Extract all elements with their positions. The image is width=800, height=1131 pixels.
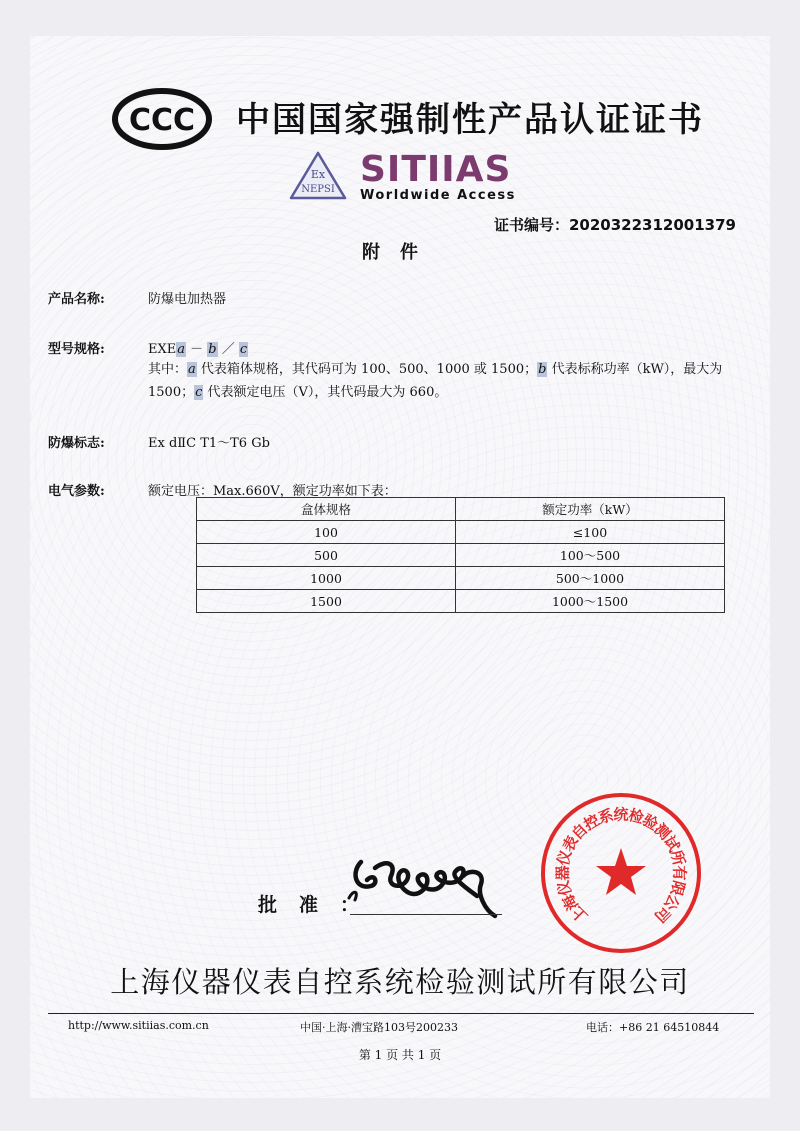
model-sep2: ／ — [217, 342, 239, 357]
seal-char: 仪 — [553, 878, 576, 898]
certificate-title: 中国国家强制性产品认证证书 — [236, 100, 704, 140]
approval-label: 批准： — [258, 894, 382, 916]
desc-part1: 其中： — [148, 362, 188, 377]
seal-char: 自 — [567, 819, 592, 844]
sitiias-logo-name: SITIIAS — [360, 149, 512, 190]
seal-char: 上 — [567, 902, 592, 927]
electrical-params-label: 电气参数: — [48, 484, 105, 499]
model-var-a: a — [177, 342, 185, 357]
model-label: 型号规格: — [48, 342, 105, 357]
desc-part3: 代表标称功率（kW），最大为 1500； — [148, 362, 723, 400]
seal-char: 测 — [650, 819, 675, 844]
table-cell: 500～1000 — [456, 567, 725, 590]
product-name-label: 产品名称: — [48, 292, 105, 307]
official-seal — [538, 790, 704, 956]
table-row — [197, 544, 725, 567]
table-header-cell: 盒体规格 — [197, 498, 456, 521]
seal-char: 有 — [670, 865, 689, 881]
table-row — [197, 567, 725, 590]
model-value — [148, 338, 248, 357]
table-cell: 100 — [197, 521, 456, 544]
desc-var-a: a — [188, 362, 196, 377]
ex-nepsi-logo — [288, 150, 348, 202]
seal-char: 海 — [558, 891, 582, 914]
seal-char: 验 — [639, 810, 662, 834]
desc-part4: 代表额定电压（V），其代码最大为 660。 — [203, 385, 448, 400]
handwritten-signature — [345, 850, 505, 922]
seal-char: 公 — [660, 891, 684, 914]
table-row — [197, 521, 725, 544]
seal-char: 统 — [613, 805, 629, 824]
seal-char: 试 — [660, 832, 684, 855]
ex-logo-line1: Ex — [310, 168, 326, 181]
footer-website: http://www.sitiias.com.cn — [68, 1019, 209, 1032]
annex-title: 附件 — [362, 242, 438, 263]
model-var-b: b — [208, 342, 217, 357]
product-name-value: 防爆电加热器 — [148, 292, 227, 307]
seal-char: 控 — [580, 810, 603, 834]
electrical-params-intro: 额定电压：Max.660V，额定功率如下表： — [148, 484, 397, 499]
seal-char: 表 — [558, 832, 582, 855]
certificate-number — [494, 214, 736, 235]
seal-char: 检 — [626, 805, 646, 828]
ex-mark-value: Ex dⅡC T1～T6 Gb — [148, 436, 270, 451]
table-cell: 1000～1500 — [456, 590, 725, 613]
sitiias-logo — [360, 149, 516, 203]
table-cell: 1500 — [197, 590, 456, 613]
organization-name: 上海仪器仪表自控系统检验测试所有限公司 — [110, 965, 690, 999]
power-rating-table — [196, 497, 725, 613]
table-header-row — [197, 498, 725, 521]
footer-divider — [48, 1013, 754, 1014]
table-cell: 1000 — [197, 567, 456, 590]
seal-star-icon — [596, 848, 646, 895]
certificate-number-label: 证书编号： — [493, 216, 569, 234]
seal-char: 仪 — [553, 848, 576, 868]
table-cell: ≤100 — [456, 521, 725, 544]
model-var-c: c — [239, 342, 248, 357]
desc-var-b: b — [538, 362, 547, 377]
table-row — [197, 590, 725, 613]
certificate-number-value: 2020322312001379 — [569, 216, 736, 234]
model-sep1: － — [186, 342, 208, 357]
desc-part2: 代表箱体规格，其代码可为 100、500、1000 或 1500； — [196, 362, 538, 377]
sitiias-logo-tagline: Worldwide Access — [360, 188, 516, 203]
seal-char: 器 — [553, 865, 572, 881]
ccc-logo — [112, 88, 212, 150]
ccc-logo-text: CCC — [128, 103, 196, 138]
ex-mark-label: 防爆标志: — [48, 436, 105, 451]
table-header-cell: 额定功率（kW） — [456, 498, 725, 521]
seal-char: 限 — [666, 878, 689, 898]
desc-var-c: c — [195, 385, 203, 400]
page-number: 第 1 页 共 1 页 — [358, 1048, 442, 1062]
table-cell: 100～500 — [456, 544, 725, 567]
footer-address: 中国·上海·漕宝路103号200233 — [300, 1021, 458, 1034]
seal-char: 所 — [666, 848, 689, 868]
model-description — [148, 358, 748, 404]
ex-logo-line2: NEPSI — [301, 184, 335, 195]
seal-char: 系 — [596, 805, 616, 828]
signature-line — [350, 914, 502, 915]
footer-phone: 电话：+86 21 64510844 — [586, 1021, 720, 1034]
model-prefix: EXE — [148, 342, 177, 357]
seal-char: 司 — [650, 902, 675, 927]
table-cell: 500 — [197, 544, 456, 567]
